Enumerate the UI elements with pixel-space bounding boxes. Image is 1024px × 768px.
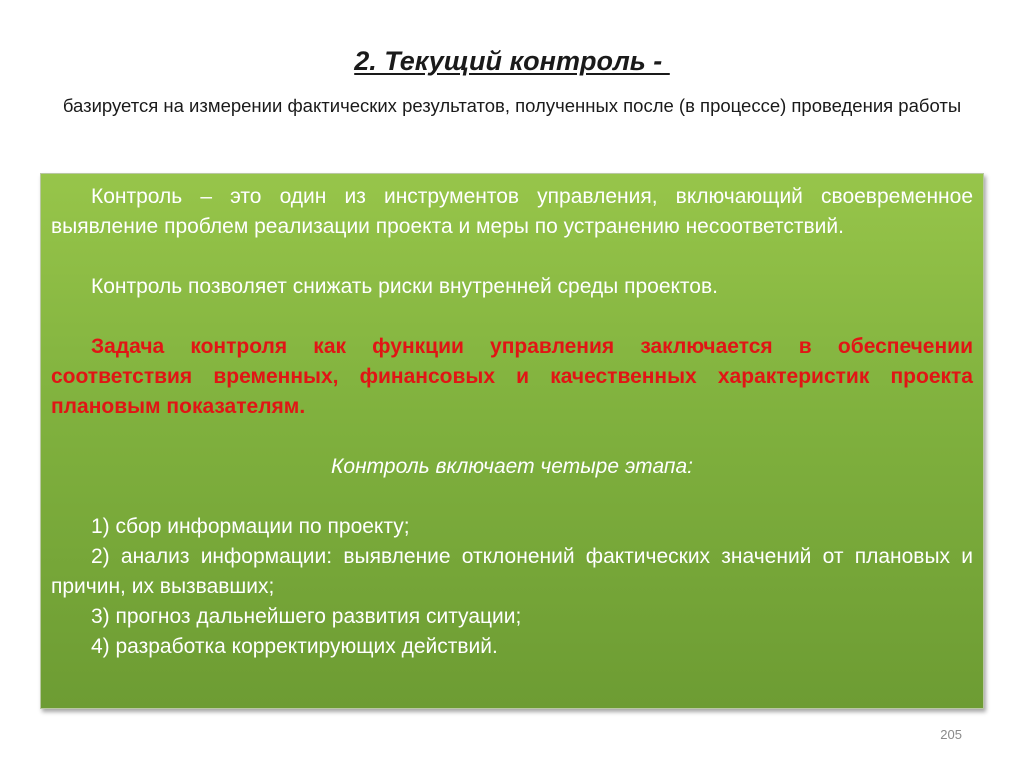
stages-intro: Контроль включает четыре этапа: [331,455,693,478]
slide-title-text: 2. Текущий контроль - [354,46,670,76]
stage-item-3: 3) прогноз дальнейшего развития ситуации; [91,605,522,628]
content-panel [40,173,984,709]
page-number: 205 [940,727,962,742]
stage-item-4: 4) разработка корректирующих действий. [91,635,498,658]
risk-paragraph: Контроль позволяет снижать риски внутренней среды проектов. [91,275,718,298]
control-task-paragraph: Задача контроля как функции управления заключается в обеспечении соответствия временных, финансовых и качественных характеристик проекта плановым показателям. [51,335,973,418]
control-definition-paragraph: Контроль – это один из инструментов управления, включающий своевременное выявление проблем реализации проекта и меры по устранению несоответствий. [51,185,973,238]
stage-item-2: 2) анализ информации: выявление отклонений фактических значений от плановых и причин, их вызвавших; [51,545,973,598]
stage-item-1: 1) сбор информации по проекту; [91,515,410,538]
slide-title [0,46,1024,77]
slide-subtitle: базируется на измерении фактических результатов, полученных после (в процессе) проведения работы [62,95,962,116]
stages-list [51,512,973,662]
